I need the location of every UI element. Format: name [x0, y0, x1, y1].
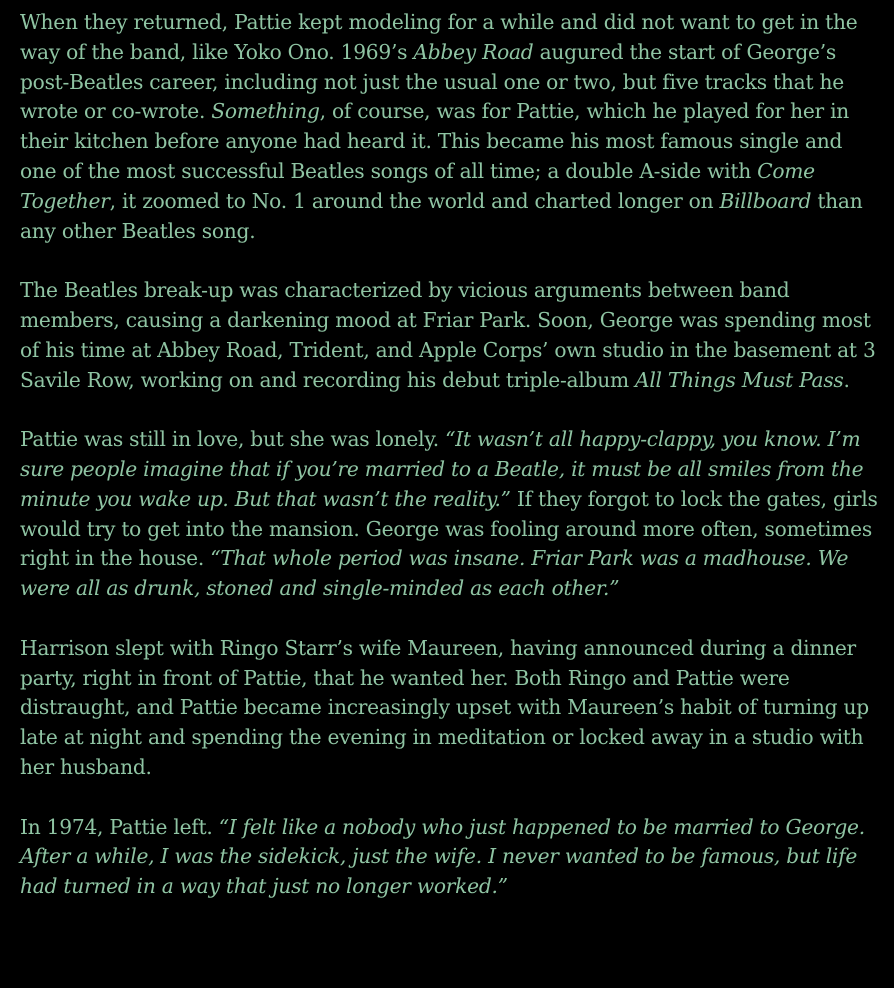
paragraph — [20, 276, 884, 395]
text-run: . — [843, 367, 850, 392]
text-run: augured the start of George’s post-Beatles career, including not just the usual one or two, but five tracks that he wrote or co-wrote. — [20, 39, 844, 124]
text-run: Pattie was still in love, but she was lonely. — [20, 427, 446, 452]
text-run: than any other Beatles song. — [20, 188, 863, 243]
text-run: , it zoomed to No. 1 around the world and charted longer on — [109, 188, 720, 213]
text-run-italic: Come Together — [20, 158, 815, 213]
text-run: If they forgot to lock the gates, girls would try to get into the mansion. George was fooling around more often, sometimes right in the house. — [20, 486, 878, 571]
paragraph — [20, 425, 884, 604]
text-run: , of course, was for Pattie, which he played for her in their kitchen before anyone had heard it. This became his most famous single and one of the most successful Beatles songs of all time; a double A-side with — [20, 99, 850, 183]
text-run: When they returned, Pattie kept modeling for a while and did not want to get in the way of the band, like Yoko Ono. 1969’s — [20, 10, 858, 64]
text-run: Harrison slept with Ringo Starr’s wife Maureen, having announced during a dinner party, right in front of Pattie, that he wanted her. Both Ringo and Pattie were distraught, and Pattie became increasingly upset with Maureen’s habit of turning up late at night and spending the evening in meditation or locked away in a studio with her husband. — [20, 635, 869, 779]
text-run: The Beatles break-up was characterized by vicious arguments between band members, causing a darkening mood at Friar Park. Soon, George was spending most of his time at Abbey Road, Trident, and Apple Corps’ own studio in the basement at 3 Savile Row, working on and recording his debut triple-album — [20, 278, 876, 392]
paragraph — [20, 8, 884, 246]
text-run-italic: Something — [211, 99, 320, 124]
text-run: In 1974, Pattie left. — [20, 814, 219, 839]
quote-italic: “That whole period was insane. Friar Park was a madhouse. We were all as drunk, stoned and single-minded as each other.” — [20, 546, 849, 601]
quote-italic: “I felt like a nobody who just happened to be married to George. After a while, I was the sidekick, just the wife. I never wanted to be famous, but life had turned in a way that just no longer worked.” — [20, 814, 865, 899]
quote-italic: “It wasn’t all happy-clappy, you know. I’m sure people imagine that if you’re married to a Beatle, it must be all smiles from the minute you wake up. But that wasn’t the reality.” — [20, 427, 864, 511]
text-run-italic: All Things Must Pass — [635, 367, 844, 392]
paragraph — [20, 634, 884, 783]
paragraph — [20, 813, 884, 902]
text-run-italic: Billboard — [719, 188, 812, 213]
text-run-italic: Abbey Road — [413, 39, 534, 64]
